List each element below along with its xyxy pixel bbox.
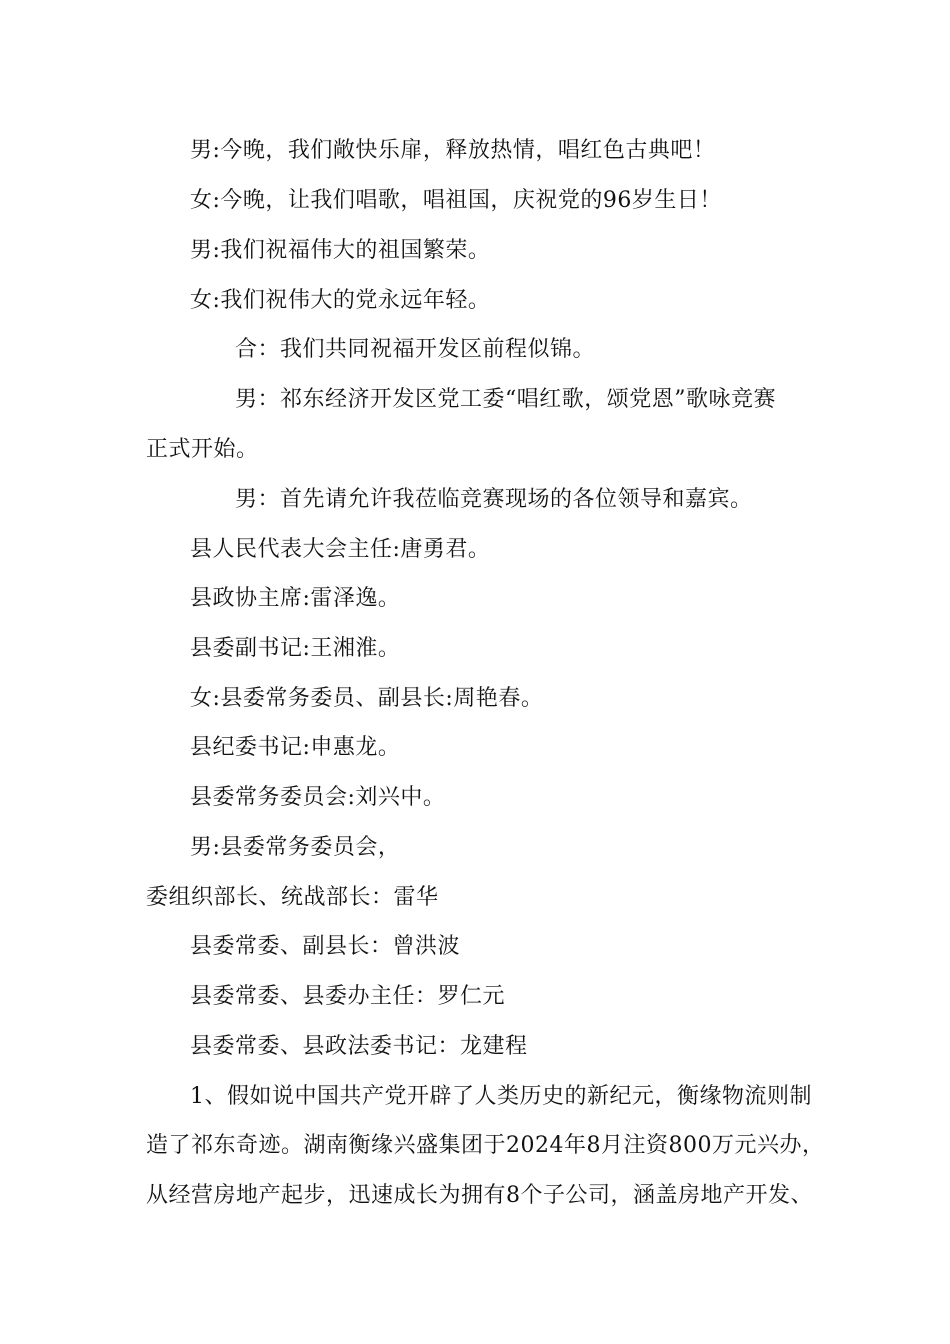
text-line-11: 县委副书记:王湘淮。 bbox=[190, 636, 401, 661]
text-line-12: 女:县委常务委员、副县长:周艳春。 bbox=[190, 686, 544, 711]
text-line-6: 男：祁东经济开发区党工委“唱红歌，颂党恩”歌咏竞赛 bbox=[235, 387, 776, 412]
text-line-20: 1、假如说中国共产党开辟了人类历史的新纪元，衡缘物流则制 bbox=[190, 1084, 812, 1109]
text-line-16: 委组织部长、统战部长：雷华 bbox=[146, 885, 439, 910]
text-line-14: 县委常务委员会:刘兴中。 bbox=[190, 785, 446, 810]
text-line-17: 县委常委、副县长：曾洪波 bbox=[190, 934, 461, 959]
text-line-8: 男：首先请允许我莅临竞赛现场的各位领导和嘉宾。 bbox=[235, 487, 753, 512]
text-line-10: 县政协主席:雷泽逸。 bbox=[190, 586, 401, 611]
text-line-9: 县人民代表大会主任:唐勇君。 bbox=[190, 537, 491, 562]
text-line-7: 正式开始。 bbox=[146, 437, 259, 462]
text-line-22: 从经营房地产起步，迅速成长为拥有8个子公司，涵盖房地产开发、 bbox=[146, 1183, 813, 1208]
text-line-21: 造了祁东奇迹。湖南衡缘兴盛集团于2024年8月注资800万元兴办， bbox=[146, 1133, 825, 1158]
text-line-5: 合：我们共同祝福开发区前程似锦。 bbox=[235, 337, 596, 362]
text-line-19: 县委常委、县政法委书记：龙建程 bbox=[190, 1034, 528, 1059]
text-line-18: 县委常委、县委办主任：罗仁元 bbox=[190, 984, 506, 1009]
text-line-15: 男:县委常务委员会， bbox=[190, 835, 401, 860]
text-line-3: 男:我们祝福伟大的祖国繁荣。 bbox=[190, 238, 491, 263]
text-line-2: 女:今晚，让我们唱歌，唱祖国，庆祝党的96岁生日！ bbox=[190, 188, 722, 213]
text-line-13: 县纪委书记:申惠龙。 bbox=[190, 735, 401, 760]
text-line-4: 女:我们祝伟大的党永远年轻。 bbox=[190, 288, 491, 313]
text-line-1: 男:今晚，我们敞快乐扉，释放热情，唱红色古典吧！ bbox=[190, 138, 716, 163]
